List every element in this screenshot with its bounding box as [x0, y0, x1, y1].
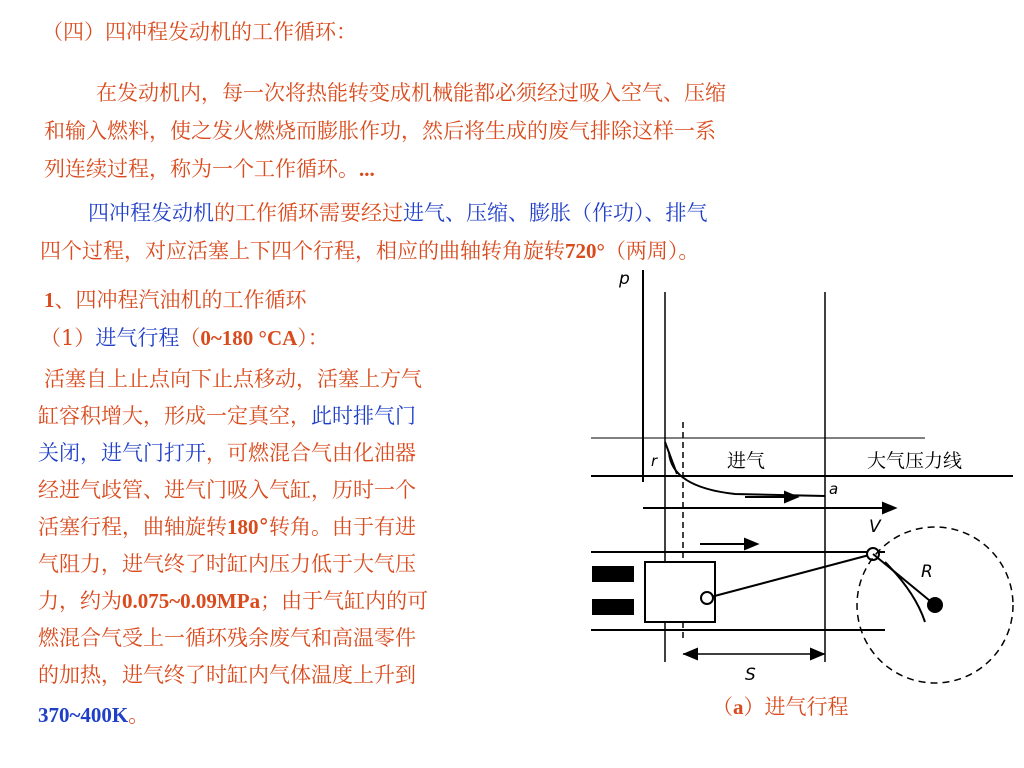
- summary-text-2: 四个过程，对应活塞上下四个行程，相应的曲轴转角旋转: [40, 239, 565, 263]
- subsection-label: 进气行程: [95, 326, 180, 350]
- intro-ellipsis: ...: [359, 157, 375, 181]
- atmospheric-label: 大气压力线: [867, 450, 963, 472]
- body-line-4: 经进气歧管、进气门吸入气缸，历时一个: [38, 478, 416, 502]
- body-line-10b: 。: [128, 703, 150, 727]
- intro-line-3: [44, 151, 375, 188]
- body-line-7: [38, 583, 428, 620]
- exhaust-valve: [593, 600, 633, 614]
- body-line-5-num: 180: [227, 515, 259, 539]
- summary-line-1: [88, 195, 708, 232]
- summary-degrees: 720°: [565, 239, 605, 263]
- body-line-9: 的加热，进气终了时缸内气体温度上升到: [38, 663, 416, 687]
- body-line-5: [38, 509, 416, 546]
- body-line-1: 活塞自上止点向下止点移动，活塞上方气: [44, 367, 422, 391]
- subsection-range: 0~180 °CA: [200, 326, 298, 350]
- v-axis-arrowhead: [883, 503, 895, 513]
- intake-valve: [593, 567, 633, 581]
- slide-heading: （四）四冲程发动机的工作循环：: [42, 20, 357, 44]
- body-line-3-blue: 关闭，进气门打开: [38, 441, 206, 465]
- connecting-rod: [707, 554, 873, 598]
- p-axis-label: p: [619, 269, 630, 289]
- caption-open: （: [712, 695, 733, 719]
- intro-line-2: 和输入燃料，使之发火燃烧而膨胀作功，然后将生成的废气排除这样一系: [44, 119, 716, 143]
- crank-center: [928, 598, 942, 612]
- body-line-5a: 活塞行程，曲轴旋转: [38, 515, 227, 539]
- subsection-paren-open: （: [179, 326, 201, 350]
- section-number: 1: [44, 288, 55, 312]
- summary-text-1: 的工作循环需要经过: [214, 201, 403, 225]
- body-line-10-num: 370~400K: [38, 703, 129, 727]
- body-line-2: [38, 398, 416, 435]
- body-line-3-text: ，可燃混合气由化油器: [206, 441, 416, 465]
- caption-letter: a: [733, 695, 744, 719]
- summary-engine-term: 四冲程发动机: [88, 201, 214, 225]
- body-line-3: [38, 435, 416, 472]
- s-arrow-right: [811, 649, 823, 659]
- piston-motion-arrowhead: [745, 539, 757, 549]
- subsection-title: [40, 320, 329, 357]
- body-line-7a: 力，约为: [38, 589, 122, 613]
- v-axis-label: V: [869, 517, 881, 537]
- caption-text: ）进气行程: [743, 695, 849, 719]
- point-r-label: r: [651, 452, 658, 470]
- residual-line: [665, 442, 677, 474]
- subsection-paren-close: ）：: [297, 326, 329, 350]
- subsection-open: （1）: [40, 326, 96, 350]
- intake-stroke-diagram: [585, 262, 1015, 722]
- body-line-7b: ；由于气缸内的可: [260, 589, 429, 613]
- stroke-label: S: [745, 665, 756, 685]
- diagram-caption: [712, 690, 849, 724]
- body-line-2-text: 缸容积增大，形成一定真空，: [38, 404, 311, 428]
- body-line-2-blue: 此时排气门: [311, 404, 416, 428]
- radius-label: R: [921, 562, 933, 582]
- intake-label: 进气: [727, 450, 766, 472]
- point-a-label: a: [829, 480, 839, 498]
- intro-line-1: 在发动机内，每一次将热能转变成机械能都必须经过吸入空气、压缩: [96, 81, 726, 105]
- body-line-7-num: 0.075~0.09MPa: [122, 589, 261, 613]
- intro-line-3-text: 列连续过程，称为一个工作循环。: [44, 157, 359, 181]
- summary-text-3: （两周）。: [604, 239, 700, 263]
- body-line-6: 气阻力，进气终了时缸内压力低于大气压: [38, 552, 416, 576]
- section-title: [44, 282, 307, 319]
- flow-arrowhead: [785, 492, 797, 502]
- section-title-text: 、四冲程汽油机的工作循环: [54, 288, 307, 312]
- summary-strokes: 进气、压缩、膨胀（作功）、排气: [403, 201, 708, 225]
- body-line-8: 燃混合气受上一循环残余废气和高温零件: [38, 626, 416, 650]
- body-line-5b: °转角。由于有进: [258, 515, 416, 539]
- piston-pin: [701, 592, 713, 604]
- s-arrow-left: [685, 649, 697, 659]
- body-line-10: [38, 697, 149, 734]
